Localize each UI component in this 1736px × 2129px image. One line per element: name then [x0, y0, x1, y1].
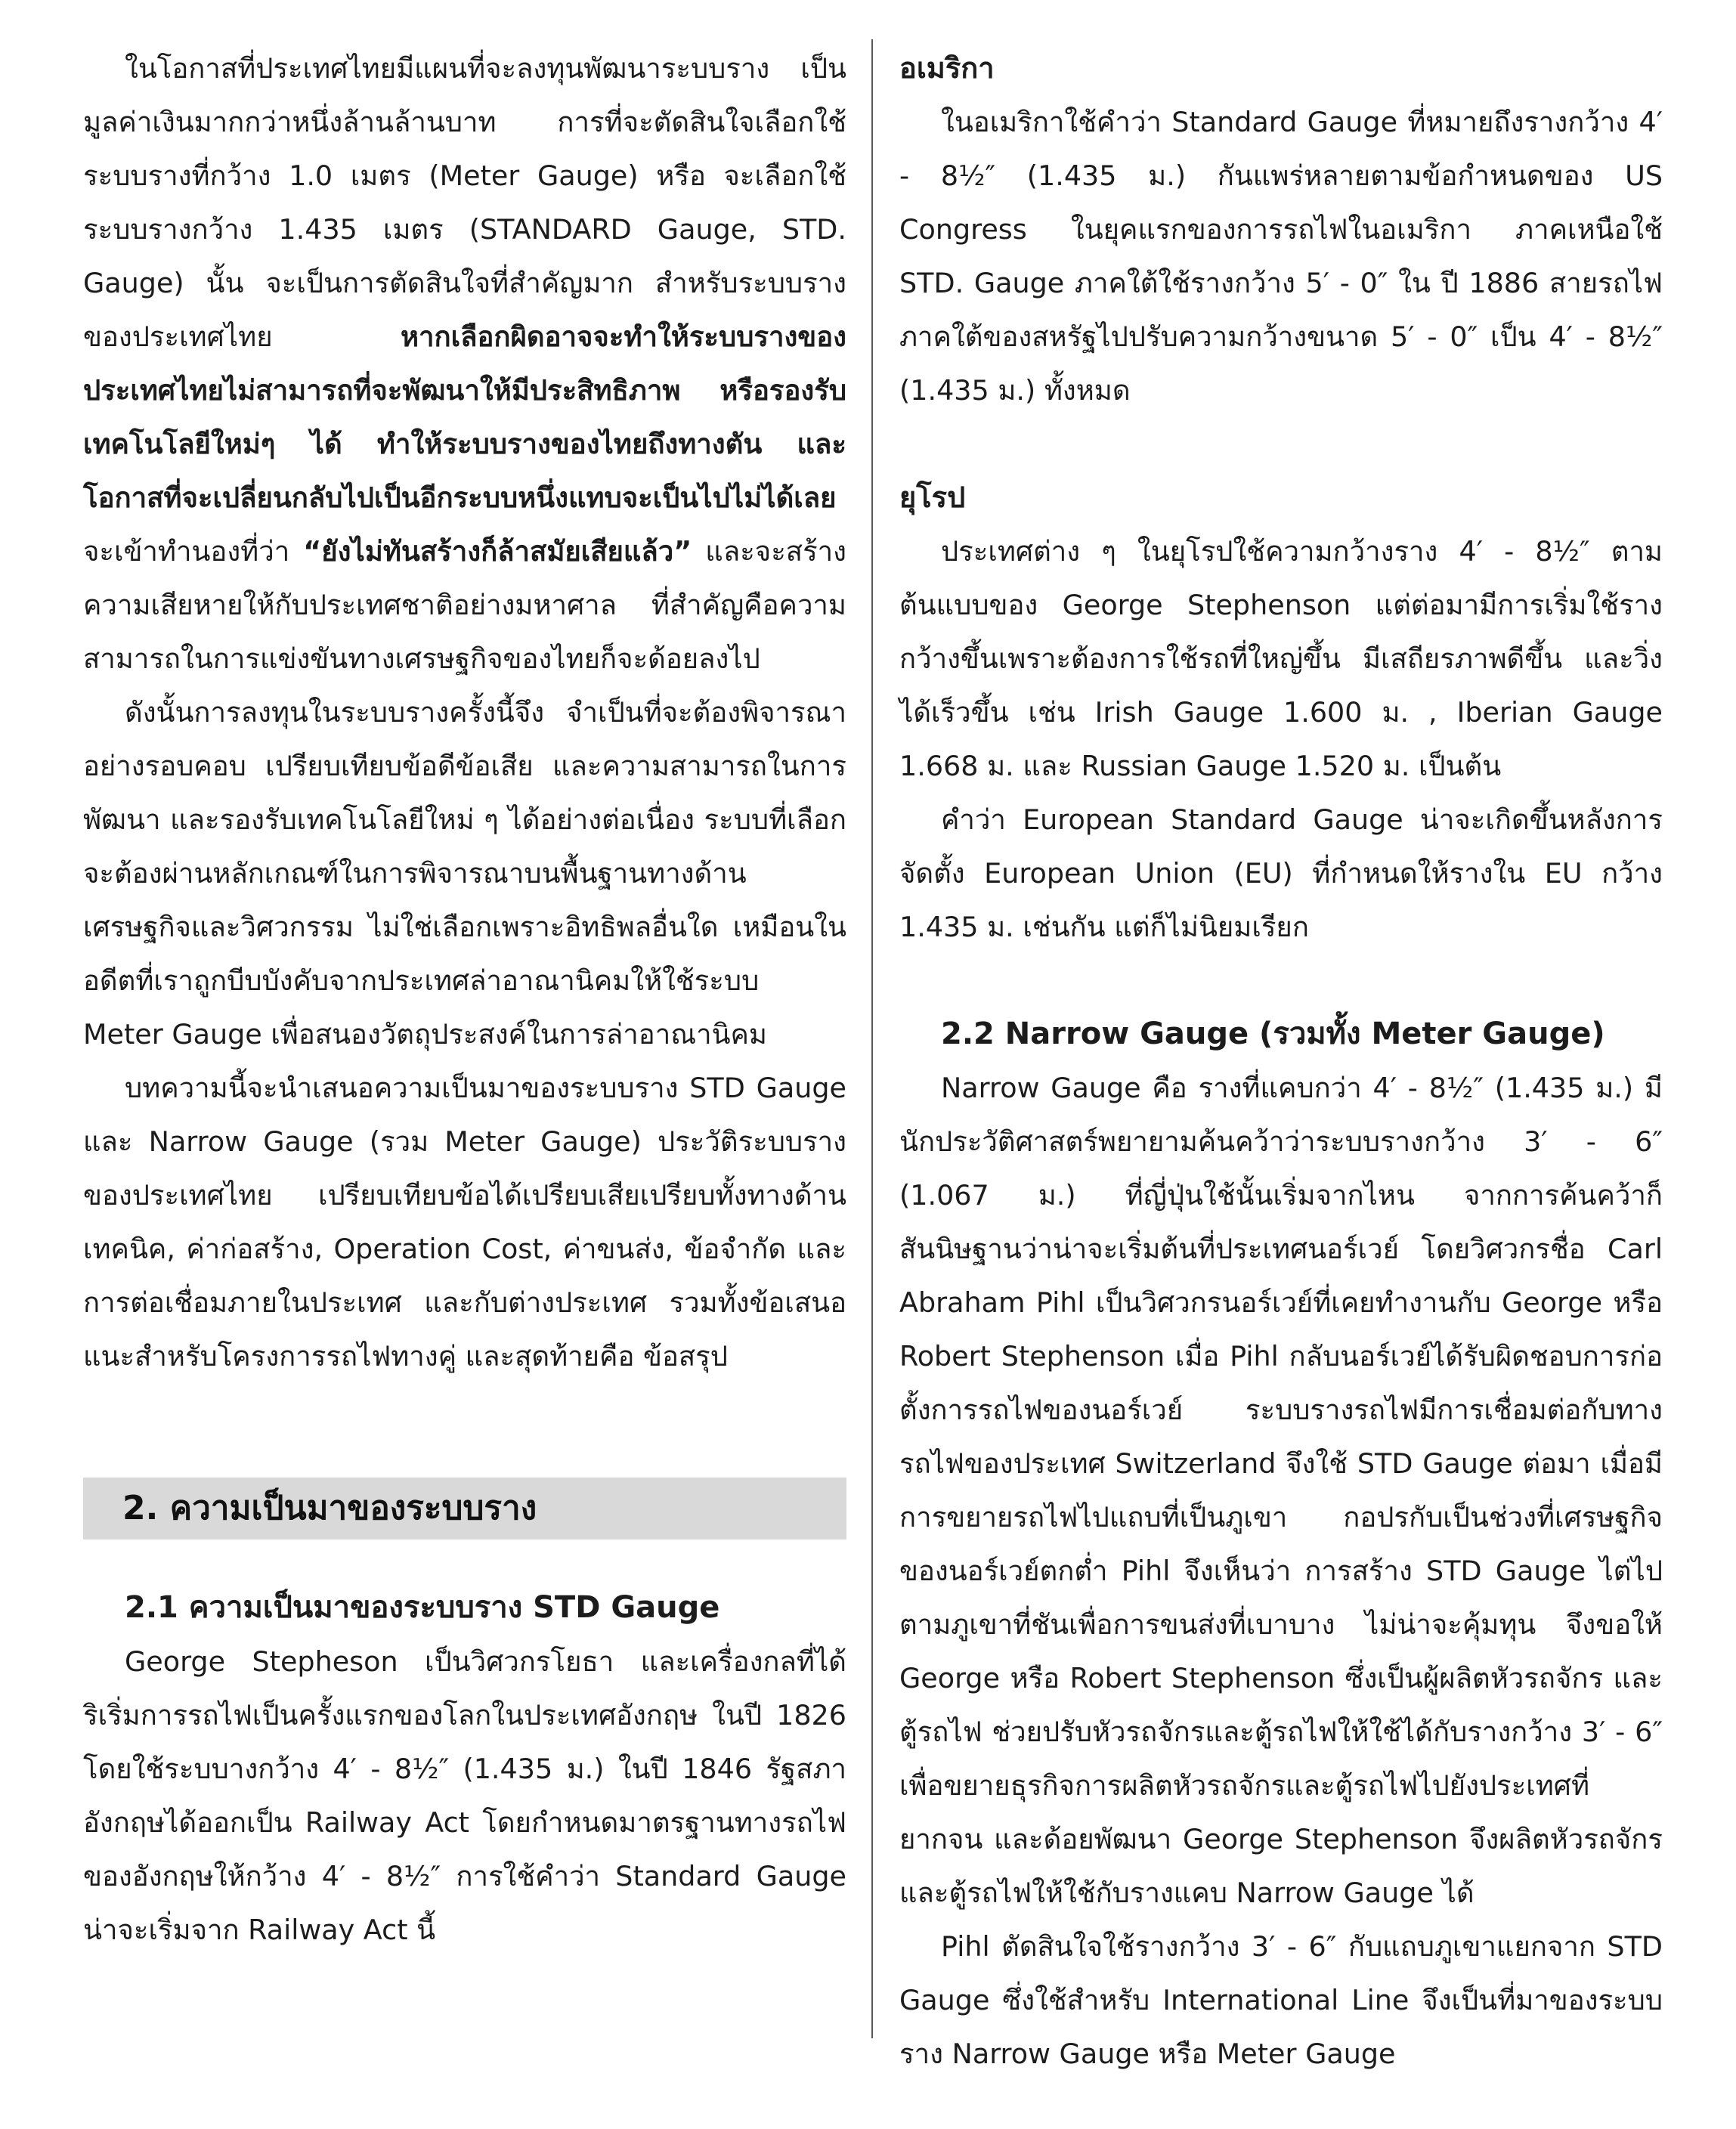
paragraph-2-2-2: Pihl ตัดสินใจใช้รางกว้าง 3′ - 6″ กับแถบภูเขาแยกจาก STD Gauge ซึ่งใช้สำหรับ International Line จึงเป็นที่มาของระบบราง Narrow Gauge หรือ Meter Gauge	[899, 1930, 1663, 2070]
europe-paragraph-2: คำว่า European Standard Gauge น่าจะเกิดขึ้นหลังการจัดตั้ง European Union (EU) ที่กำหนดให้รางใน EU กว้าง 1.435 ม. เช่นกัน แต่ก็ไม่นิยมเรียก	[899, 803, 1663, 943]
america-paragraph: ในอเมริกาใช้คำว่า Standard Gauge ที่หมายถึงรางกว้าง 4′ - 8½″ (1.435 ม.) กันแพร่หลายตามข้อกำหนดของ US Congress ในยุคแรกของการรถไฟในอเมริกา ภาคเหนือใช้ STD. Gauge ภาคใต้ใช้รางกว้าง 5′ - 0″ ใน ปี 1886 สายรถไฟภาคใต้ของสหรัฐไปปรับความกว้างขนาด 5′ - 0″ เป็น 4′ - 8½″ (1.435 ม.) ทั้งหมด	[899, 106, 1663, 407]
intro-paragraph-2: ดังนั้นการลงทุนในระบบรางครั้งนี้จึง จำเป็นที่จะต้องพิจารณาอย่างรอบคอบ เปรียบเทียบข้อดีข้อเสีย และความสามารถในการพัฒนา และรองรับเทคโนโลยีใหม่ ๆ ได้อย่างต่อเนื่อง ระบบที่เลือกจะต้องผ่านหลักเกณฑ์ในการพิจารณาบนพื้นฐานทางด้านเศรษฐกิจและวิศวกรรม ไม่ใช่เลือกเพราะอิทธิพลอื่นใด เหมือนในอดีตที่เราถูกบีบบังคับจากประเทศล่าอาณานิคมให้ใช้ระบบ Meter Gauge เพื่อสนองวัตถุประสงค์ในการล่าอาณานิคม	[83, 696, 846, 1051]
paragraph-2-2-1: Narrow Gauge คือ รางที่แคบกว่า 4′ - 8½″ (1.435 ม.) มีนักประวัติศาสตร์พยายามค้นคว้าว่าระบบรางกว้าง 3′ - 6″ (1.067 ม.) ที่ญี่ปุ่นใช้นั้นเริ่มจากไหน จากการค้นคว้าก็สันนิษฐานว่าน่าจะเริ่มต้นที่ประเทศนอร์เวย์ โดยวิศวกรชื่อ Carl Abraham Pihl เป็นวิศวกรนอร์เวย์ที่เคยทำงานกับ George หรือ Robert Stephenson เมื่อ Pihl กลับนอร์เวย์ได้รับผิดชอบการก่อตั้งการรถไฟของนอร์เวย์ ระบบรางรถไฟมีการเชื่อมต่อกับทางรถไฟของประเทศ Switzerland จึงใช้ STD Gauge ต่อมา เมื่อมีการขยายรถไฟไปแถบที่เป็นภูเขา กอปรกับเป็นช่วงที่เศรษฐกิจของนอร์เวย์ตกต่ำ Pihl จึงเห็นว่า การสร้าง STD Gauge ไต่ไปตามภูเขาที่ชันเพื่อการขนส่งที่เบาบาง ไม่น่าจะคุ้มทุน จึงขอให้ George หรือ Robert Stephenson ซึ่งเป็นผู้ผลิตหัวรถจักร และตู้รถไฟ ช่วยปรับหัวรถจักรและตู้รถไฟให้ใช้ได้กับรางกว้าง 3′ - 6″ เพื่อขยายธุรกิจการผลิตหัวรถจักรและตู้รถไฟไปยังประเทศที่ยากจน และด้อยพัฒนา George Stephenson จึงผลิตหัวรถจักรและตู้รถไฟให้ใช้กับรางแคบ Narrow Gauge ได้	[899, 1072, 1663, 1909]
right-column	[899, 42, 1663, 2081]
intro-paragraph-1: ในโอกาสที่ประเทศไทยมีแผนที่จะลงทุนพัฒนาระบบราง เป็นมูลค่าเงินมากกว่าหนึ่งล้านล้านบาท การที่จะตัดสินใจเลือกใช้ระบบรางที่กว้าง 1.0 เมตร (Meter Gauge) หรือ จะเลือกใช้ระบบรางกว้าง 1.435 เมตร (STANDARD Gauge, STD. Gauge) นั้น จะเป็นการตัดสินใจที่สำคัญมาก สำหรับระบบรางของประเทศไทย หากเลือกผิดอาจจะทำให้ระบบรางของประเทศไทยไม่สามารถที่จะพัฒนาให้มีประสิทธิภาพ หรือรองรับเทคโนโลยีใหม่ๆ ได้ ทำให้ระบบรางของไทยถึงทางตัน และ โอกาสที่จะเปลี่ยนกลับไปเป็นอีกระบบหนึ่งแทบจะเป็นไปไม่ได้เลย จะเข้าทำนองที่ว่า “ยังไม่ทันสร้างก็ล้าสมัยเสียแล้ว” และจะสร้างความเสียหายให้กับประเทศชาติอย่างมหาศาล ที่สำคัญคือความสามารถในการแข่งขันทางเศรษฐกิจของไทยก็จะด้อยลงไป	[83, 52, 846, 675]
america-heading: อเมริกา	[899, 51, 995, 85]
spacer	[899, 417, 1663, 471]
section-heading-2: 2. ความเป็นมาของระบบราง	[83, 1478, 846, 1540]
spacer	[83, 1383, 846, 1478]
spacer	[899, 954, 1663, 1007]
intro-bold-warning: หากเลือกผิดอาจจะทำให้ระบบรางของประเทศไทยไม่สามารถที่จะพัฒนาให้มีประสิทธิภาพ หรือรองรับเทคโนโลยีใหม่ๆ ได้ ทำให้ระบบรางของไทยถึงทางตัน และ โอกาสที่จะเปลี่ยนกลับไปเป็นอีกระบบหนึ่งแทบจะเป็นไปไม่ได้เลย	[83, 320, 846, 514]
intro-paragraph-3: บทความนี้จะนำเสนอความเป็นมาของระบบราง STD Gauge และ Narrow Gauge (รวม Meter Gauge) ประวัติระบบรางของประเทศไทย เปรียบเทียบข้อได้เปรียบเสียเปรียบทั้งทางด้านเทคนิค, ค่าก่อสร้าง, Operation Cost, ค่าขนส่ง, ข้อจำกัด และการต่อเชื่อมภายในประเทศ และกับต่างประเทศ รวมทั้งข้อเสนอแนะสำหรับโครงการรถไฟทางคู่ และสุดท้ายคือ ข้อสรุป	[83, 1072, 846, 1372]
paragraph-2-1: George Stepheson เป็นวิศวกรโยธา และเครื่องกลที่ได้ริเริ่มการรถไฟเป็นครั้งแรกของโลกในประเทศอังกฤษ ในปี 1826 โดยใช้ระบบางกว้าง 4′ - 8½″ (1.435 ม.) ในปี 1846 รัฐสภาอังกฤษได้ออกเป็น Railway Act โดยกำหนดมาตรฐานทางรถไฟของอังกฤษให้กว้าง 4′ - 8½″ การใช้คำว่า Standard Gauge น่าจะเริ่มจาก Railway Act นี้	[83, 1645, 846, 1946]
spacer	[83, 1540, 846, 1581]
left-column	[83, 42, 846, 1957]
europe-paragraph-1: ประเทศต่าง ๆ ในยุโรปใช้ความกว้างราง 4′ - 8½″ ตามต้นแบบของ George Stephenson แต่ต่อมามีการเริ่มใช้รางกว้างขึ้นเพราะต้องการใช้รถที่ใหญ่ขึ้น มีเสถียรภาพดีขึ้น และวิ่งได้เร็วขึ้น เช่น Irish Gauge 1.600 ม. , Iberian Gauge 1.668 ม. และ Russian Gauge 1.520 ม. เป็นต้น	[899, 535, 1663, 782]
column-divider	[871, 39, 873, 2038]
subsection-heading-2-2: 2.2 Narrow Gauge (รวมทั้ง Meter Gauge)	[941, 1017, 1605, 1051]
europe-heading: ยุโรป	[899, 481, 966, 514]
intro-quote: “ยังไม่ทันสร้างก็ล้าสมัยเสียแล้ว”	[303, 535, 692, 568]
subsection-heading-2-1: 2.1 ความเป็นมาของระบบราง STD Gauge	[125, 1590, 720, 1625]
